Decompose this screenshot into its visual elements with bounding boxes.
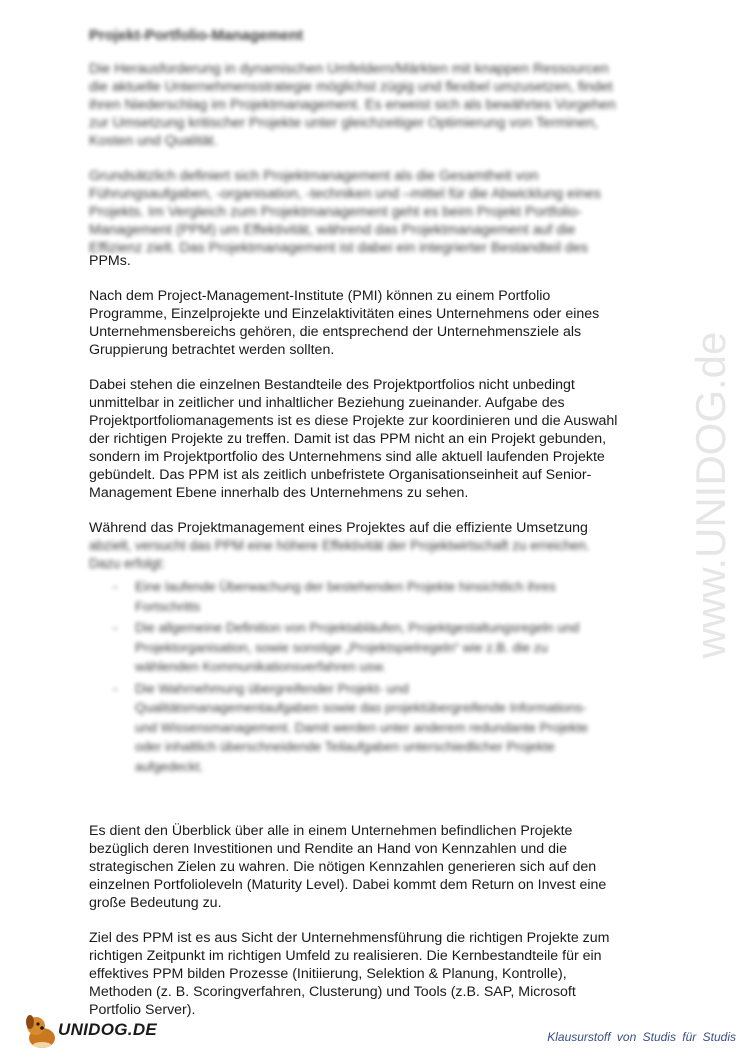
text-line: bezüglich deren Investitionen und Rendite an Hand von Kennzahlen und die [89,841,567,857]
text-line: Die Herausforderung in dynamischen Umfeldern/Märkten mit knappen Ressourcen [89,61,609,77]
text-line: unmittelbar in zeitlicher und inhaltlicher Beziehung zueinander. Aufgabe des [89,395,565,411]
bullet-list [89,577,657,776]
text-line: - Die Wahrnehmung übergreifender Projekt- und [135,680,409,696]
dog-icon [22,1012,62,1052]
text-line: abzielt, versucht das PPM eine höhere Effektivität der Projektwirtschaft zu erreichen. [89,538,590,553]
text-line: große Bedeutung zu. [89,895,222,911]
paragraph-definition [89,167,657,270]
text-line: - Eine laufende Überwachung der bestehenden Projekte hinsichtlich ihres [135,579,556,594]
text-line: Grundsätzlich definiert sich Projektmanagement als die Gesamtheit von [89,168,539,184]
text-line: effektives PPM bilden Prozesse (Initiierung, Selektion & Planung, Kontrolle), [89,966,567,982]
footer-tagline: Klausurstoff von Studis für Studis [547,1030,736,1044]
unidog-logo [22,1012,162,1052]
paragraph-goal [89,929,657,1019]
text-line: Portfolio Server). [89,1002,196,1018]
text-line: Projekts. Im Vergleich zum Projektmanagement geht es beim Projekt Portfolio- [89,204,582,220]
text-line: Management (PPM) um Effektivität, während das Projektmanagement auf die [89,222,576,238]
list-item [135,679,657,777]
text-line: Projektorganisation, sowie sonstige „Projektspielregeln“ wie z.B. die zu [135,639,548,655]
text-line: richtigen Zeitpunkt im richtigen Umfeld zu realisieren. Die Kernbestandteile für ein [89,948,602,964]
text-line: Gruppierung betrachtet werden sollten. [89,342,335,358]
text-line: der richtigen Projekte zu treffen. Damit ist das PPM nicht an ein Projekt gebunden, [89,431,607,447]
document-body [89,26,657,1036]
text-line: und Wissensmanagement. Damit werden unter anderem redundante Projekte [135,719,589,735]
paragraph-components [89,376,657,502]
watermark-text: www.UNIDOG.de [687,331,735,659]
text-line: Unternehmensbereichs gehören, die entsprechend der Unternehmensziele als [89,324,582,340]
text-line: einzelnen Portfoliolevel​n (Maturity Level). Dabei kommt dem Return on Invest eine [89,877,607,893]
text-line: Management Ebene innerhalb des Unternehmens zu sehen. [89,485,469,501]
text-line: zur Umsetzung kritischer Projekte unter gleichzeitiger Optimierung von Terminen, [89,115,599,131]
text-line: ihren Niederschlag im Projektmanagement. Es erweist sich als bewährtes Vorgehen [89,97,616,113]
text-line: - Die allgemeine Definition von Projektabläufen, Projektgestaltungsregeln und [135,620,580,635]
paragraph-intro [89,60,657,150]
list-item [135,577,657,616]
text-line: oder inhaltlich überschneidende Teilaufgaben unterschiedlicher Projekte [135,739,555,754]
text-line: gebündelt. Das PPM ist als zeitlich unbefristete Organisationseinheit auf Senior- [89,467,592,483]
text-line: Dabei stehen die einzelnen Bestandteile des Projektportfolios nicht unbedingt [89,377,575,393]
paragraph-while [89,519,657,573]
text-line: Nach dem Project-Management-Institute (PMI) können zu einem Portfolio [89,288,551,304]
paragraph-pmi [89,287,657,359]
paragraph-overview [89,822,657,912]
text-line: Projektportfoliomanagements ist es diese Projekte zur koordinieren und die Auswahl [89,413,618,429]
logo-text: UNIDOG.DE [58,1020,158,1039]
text-line: Es dient den Überblick über alle in einem Unternehmen befindlichen Projekte [89,823,573,839]
text-line: wählenden Kommunikationsverfahren usw. [135,659,386,674]
text-line: aufgedeckt. [135,758,204,774]
text-line: Fortschritts [135,598,201,614]
watermark [684,260,744,730]
list-item [135,618,657,677]
text-line: Methoden (z. B. Scoringverfahren, Clusterung) und Tools (z.B. SAP, Microsoft [89,984,576,1000]
text-line: Kosten und Qualität. [89,133,218,149]
text-line: Effizienz zielt. Das Projektmanagement ist dabei ein integrierter Bestandteil des [89,240,588,256]
text-line: PPMs. [89,253,131,269]
text-line: Ziel des PPM ist es aus Sicht der Unternehmensführung die richtigen Projekte zum [89,930,610,946]
text-line: Während das Projektmanagement eines Projektes auf die effiziente Umsetzung [89,520,588,536]
text-line: Führungsaufgaben, -organisation, -techniken und –mittel für die Abwicklung eines [89,186,601,202]
text-line: Programme, Einzelprojekte und Einzelaktivitäten eines Unternehmens oder eines [89,306,600,322]
document-title: Projekt-Portfolio-Management [89,27,304,44]
text-line: die aktuelle Unternehmensstrategie möglichst zügig und flexibel umzusetzen, findet [89,79,613,95]
text-line: strategischen Zielen zu wahren. Die nötigen Kennzahlen generieren sich auf den [89,859,597,875]
text-line: sondern im Projektportfolio des Unternehmens sind alle aktuell laufenden Projekte [89,449,605,465]
text-line: Qualitätsmanagementaufgaben sowie das projektübergreifende Informations- [135,700,587,715]
text-line: Dazu erfolgt: [89,556,165,571]
